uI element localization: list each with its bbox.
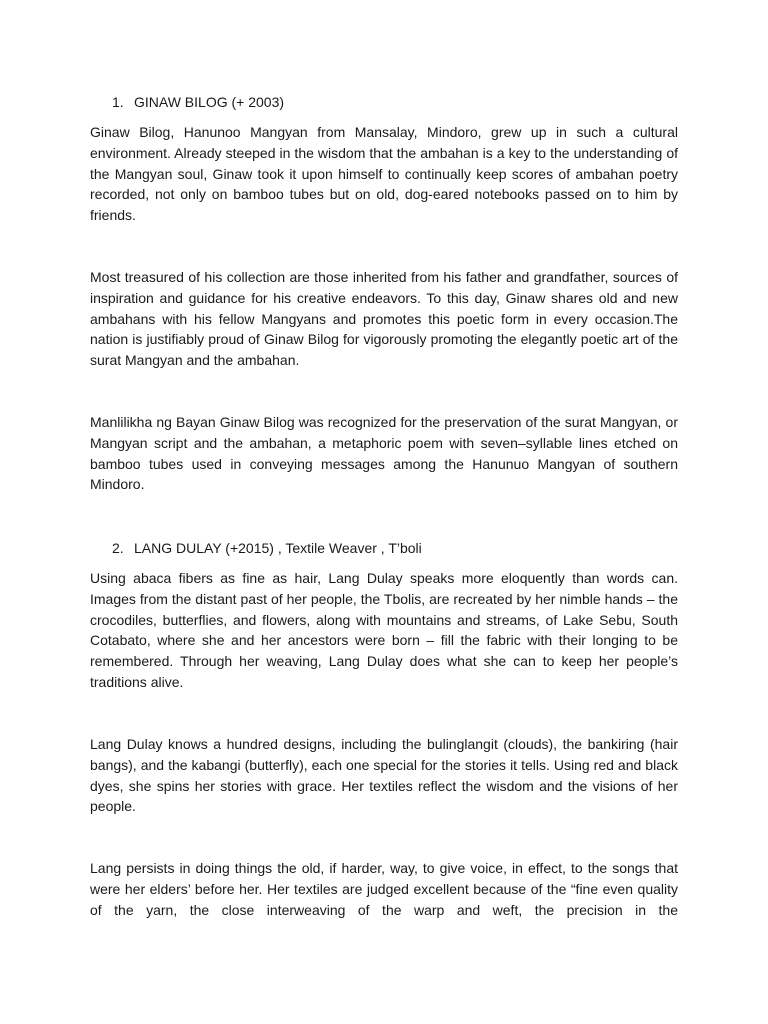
section-heading-1 [112, 92, 284, 112]
section-number: 2. [112, 540, 124, 556]
section-heading-2 [112, 538, 422, 558]
paragraph: Lang Dulay knows a hundred designs, including the bulinglangit (clouds), the bankiring (hair bangs), and the kabangi (butterfly), each one special for the stories it tells. Using red and black dyes, she spins her stories with grace. Her textiles reflect the wisdom and the visions of her people. [90, 736, 678, 815]
section-title: GINAW BILOG (+ 2003) [134, 94, 285, 110]
paragraph: Manlilikha ng Bayan Ginaw Bilog was recognized for the preservation of the surat Mangyan, or Mangyan script and the ambahan, a metaphoric poem with seven–syllable lines etched on bamboo tubes used in conveying messages among the Hanunuo Mangyan of southern Mindoro. [90, 414, 678, 493]
paragraph: Lang persists in doing things the old, if harder, way, to give voice, in effect, to the songs that were her elders’ before her. Her textiles are judged excellent because of the “fine even quality of the yarn, the close interweaving of the warp and weft, the precision in the [90, 860, 678, 918]
paragraph: Using abaca fibers as fine as hair, Lang Dulay speaks more eloquently than words can. Images from the distant past of her people, the Tbolis, are recreated by her nimble hands – the crocodiles, butterflies, and flowers, along with mountains and streams, of Lake Sebu, South Cotabato, where she and her ancestors were born – fill the fabric with their longing to be remembered. Through her weaving, Lang Dulay does what she can to keep her people’s traditions alive. [90, 570, 678, 690]
paragraph: Ginaw Bilog, Hanunoo Mangyan from Mansalay, Mindoro, grew up in such a cultural environment. Already steeped in the wisdom that the ambahan is a key to the understanding of the Mangyan soul, Ginaw took it upon himself to continually keep scores of ambahan poetry recorded, not only on bamboo tubes but on old, dog-eared notebooks passed on to him by friends. [90, 124, 678, 224]
section-number: 1. [112, 94, 124, 110]
section-title: LANG DULAY (+2015) , Textile Weaver , T’boli [134, 540, 422, 556]
paragraph: Most treasured of his collection are those inherited from his father and grandfather, sources of inspiration and guidance for his creative endeavors. To this day, Ginaw shares old and new ambahans with his fellow Mangyans and promotes this poetic form in every occasion.The nation is justifiably proud of Ginaw Bilog for vigorously promoting the elegantly poetic art of the surat Mangyan and the ambahan. [90, 269, 678, 369]
